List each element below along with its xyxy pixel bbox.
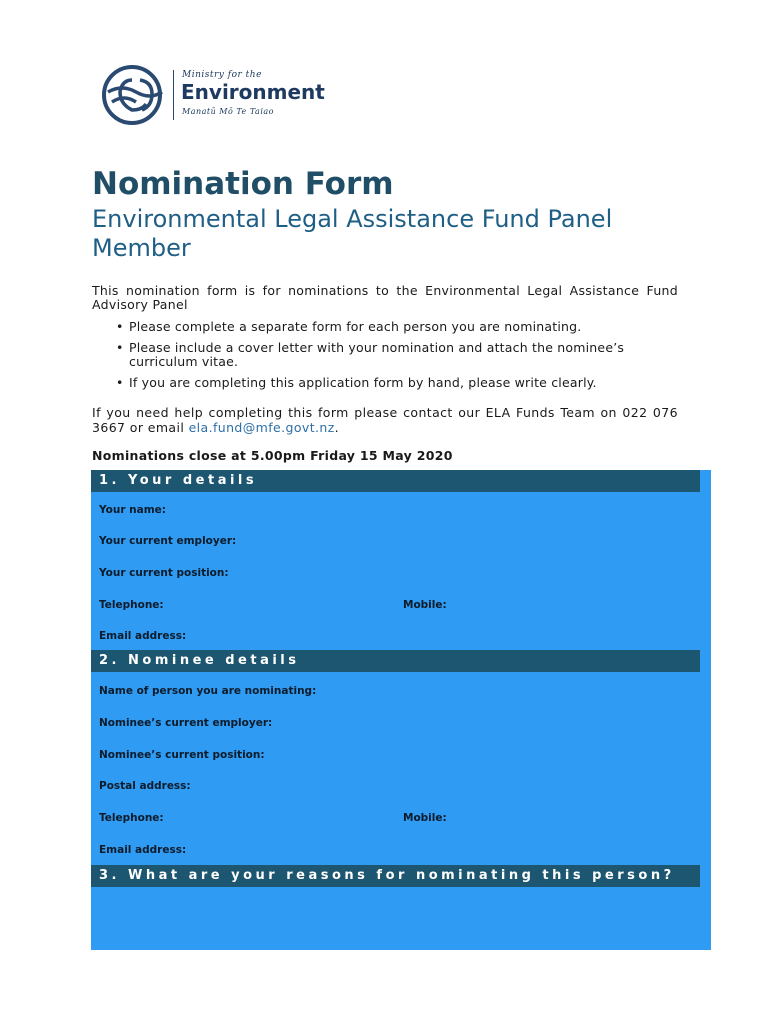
ministry-logo	[100, 64, 340, 128]
reasons-answer-area[interactable]	[91, 888, 711, 950]
logo-line-environment: Environment	[181, 80, 325, 104]
email-link[interactable]: ela.fund@mfe.govt.nz	[188, 420, 335, 435]
section-heading-reasons: 3. What are your reasons for nominating this person?	[91, 865, 700, 887]
your-employer-field[interactable]: Your current employer:	[99, 535, 237, 547]
your-mobile-field[interactable]: Mobile:	[403, 599, 447, 611]
list-item: • Please complete a separate form for each person you are nominating.	[92, 320, 678, 334]
nominee-position-field[interactable]: Nominee’s current position:	[99, 749, 265, 761]
section-heading-your-details: 1. Your details	[91, 470, 700, 492]
your-position-field[interactable]: Your current position:	[99, 567, 229, 579]
your-name-field[interactable]: Your name:	[99, 504, 166, 516]
list-item: • Please include a cover letter with your nomination and attach the nominee’s curriculum vitae.	[92, 341, 678, 369]
logo-line-maori: Manatū Mō Te Taiao	[182, 107, 274, 116]
page-subtitle: Environmental Legal Assistance Fund Panel Member	[92, 205, 613, 262]
intro-paragraph: This nomination form is for nominations to the Environmental Legal Assistance Fund Advisory Panel	[92, 283, 678, 312]
nominee-telephone-field[interactable]: Telephone:	[99, 812, 164, 824]
ministry-emblem-icon	[100, 64, 168, 128]
help-end: .	[334, 420, 340, 435]
section-heading-nominee-details: 2. Nominee details	[91, 650, 700, 672]
nominee-name-field[interactable]: Name of person you are nominating:	[99, 685, 317, 697]
your-telephone-field[interactable]: Telephone:	[99, 599, 164, 611]
page-title: Nomination Form	[92, 166, 394, 202]
nominee-employer-field[interactable]: Nominee’s current employer:	[99, 717, 273, 729]
nominee-mobile-field[interactable]: Mobile:	[403, 812, 447, 824]
your-email-field[interactable]: Email address:	[99, 630, 187, 642]
logo-divider	[173, 70, 174, 120]
logo-line-ministry: Ministry for the	[182, 70, 262, 80]
deadline-notice: Nominations close at 5.00pm Friday 15 May 2020	[92, 448, 453, 463]
help-paragraph	[92, 405, 678, 435]
list-item: • If you are completing this application form by hand, please write clearly.	[92, 376, 678, 390]
help-text: If you need help completing this form please contact our ELA Funds Team on 022 076 3667 or email	[92, 405, 678, 435]
nominee-postal-field[interactable]: Postal address:	[99, 780, 191, 792]
nominee-email-field[interactable]: Email address:	[99, 844, 187, 856]
instructions-list	[92, 320, 678, 397]
nomination-form	[91, 470, 711, 950]
